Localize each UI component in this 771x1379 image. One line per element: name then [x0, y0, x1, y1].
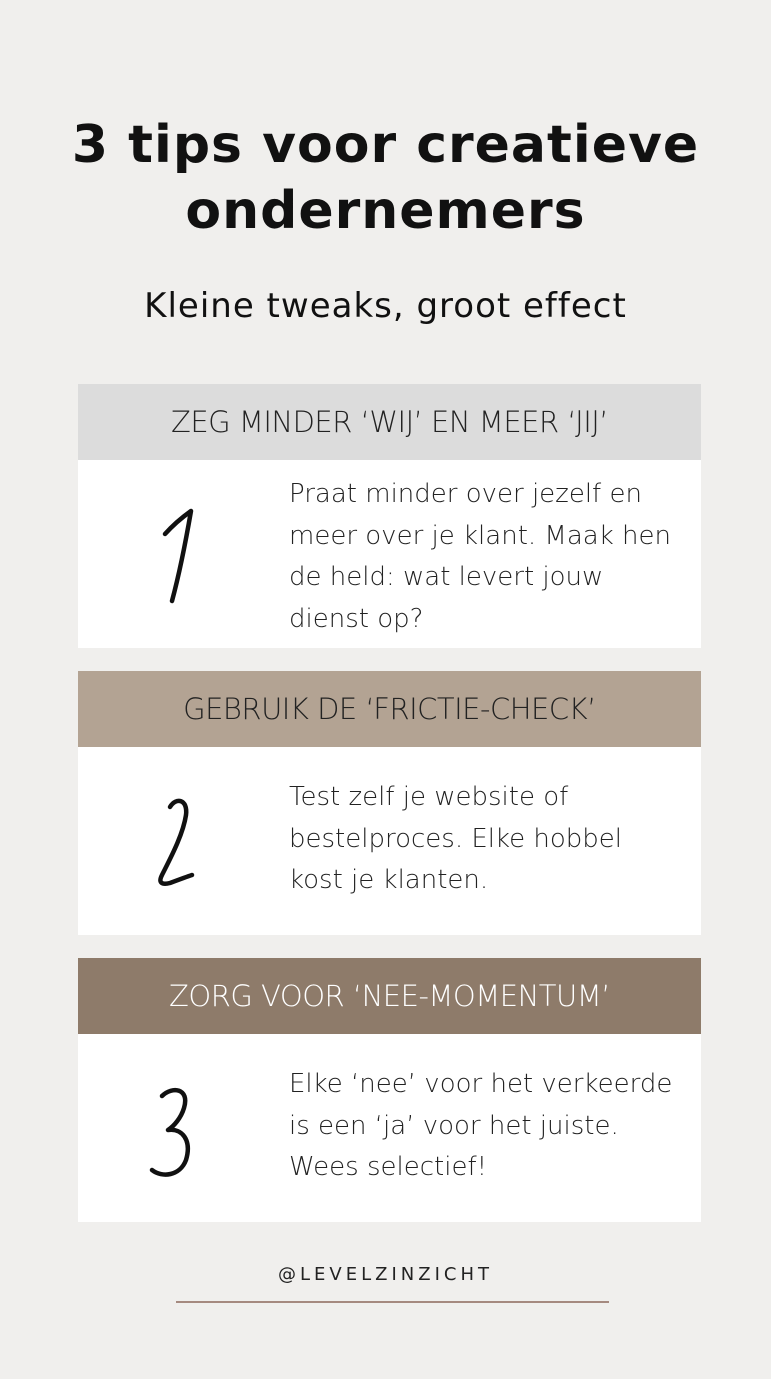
- tip-2-body: [78, 747, 701, 935]
- tip-2-text: Test zelf je website of bestelproces. Elke hobbel kost je klanten.: [289, 782, 623, 895]
- page-title: 3 tips voor creatieve ondernemers: [71, 115, 700, 241]
- page-subtitle: Kleine tweaks, groot effect: [144, 286, 627, 326]
- tip-1-text: Praat minder over jezelf en meer over je klant. Maak hen de held: wat levert jouw dienst op?: [289, 479, 671, 634]
- tip-3-heading: ZORG VOOR ‘NEE-MOMENTUM’: [78, 958, 701, 1034]
- tip-3-text: Elke ‘nee’ voor het verkeerde is een ‘ja’ voor het juiste. Wees selectief!: [289, 1069, 673, 1182]
- tip-2-heading: GEBRUIK DE ‘FRICTIE-CHECK’: [78, 671, 701, 747]
- tip-card-2: [78, 671, 701, 935]
- tip-3-body: [78, 1034, 701, 1222]
- tip-1-handwritten-number: [140, 500, 210, 610]
- tip-card-3: [78, 958, 701, 1222]
- tip-2-handwritten-number: [140, 787, 210, 897]
- tip-card-1: [78, 384, 701, 648]
- tip-1-heading: ZEG MINDER ‘WIJ’ EN MEER ‘JIJ’: [78, 384, 701, 460]
- tip-1-body: [78, 460, 701, 648]
- footer-divider: [176, 1301, 609, 1303]
- instagram-handle: @LEVELZINZICHT: [278, 1264, 493, 1285]
- tip-3-handwritten-number: [140, 1074, 210, 1184]
